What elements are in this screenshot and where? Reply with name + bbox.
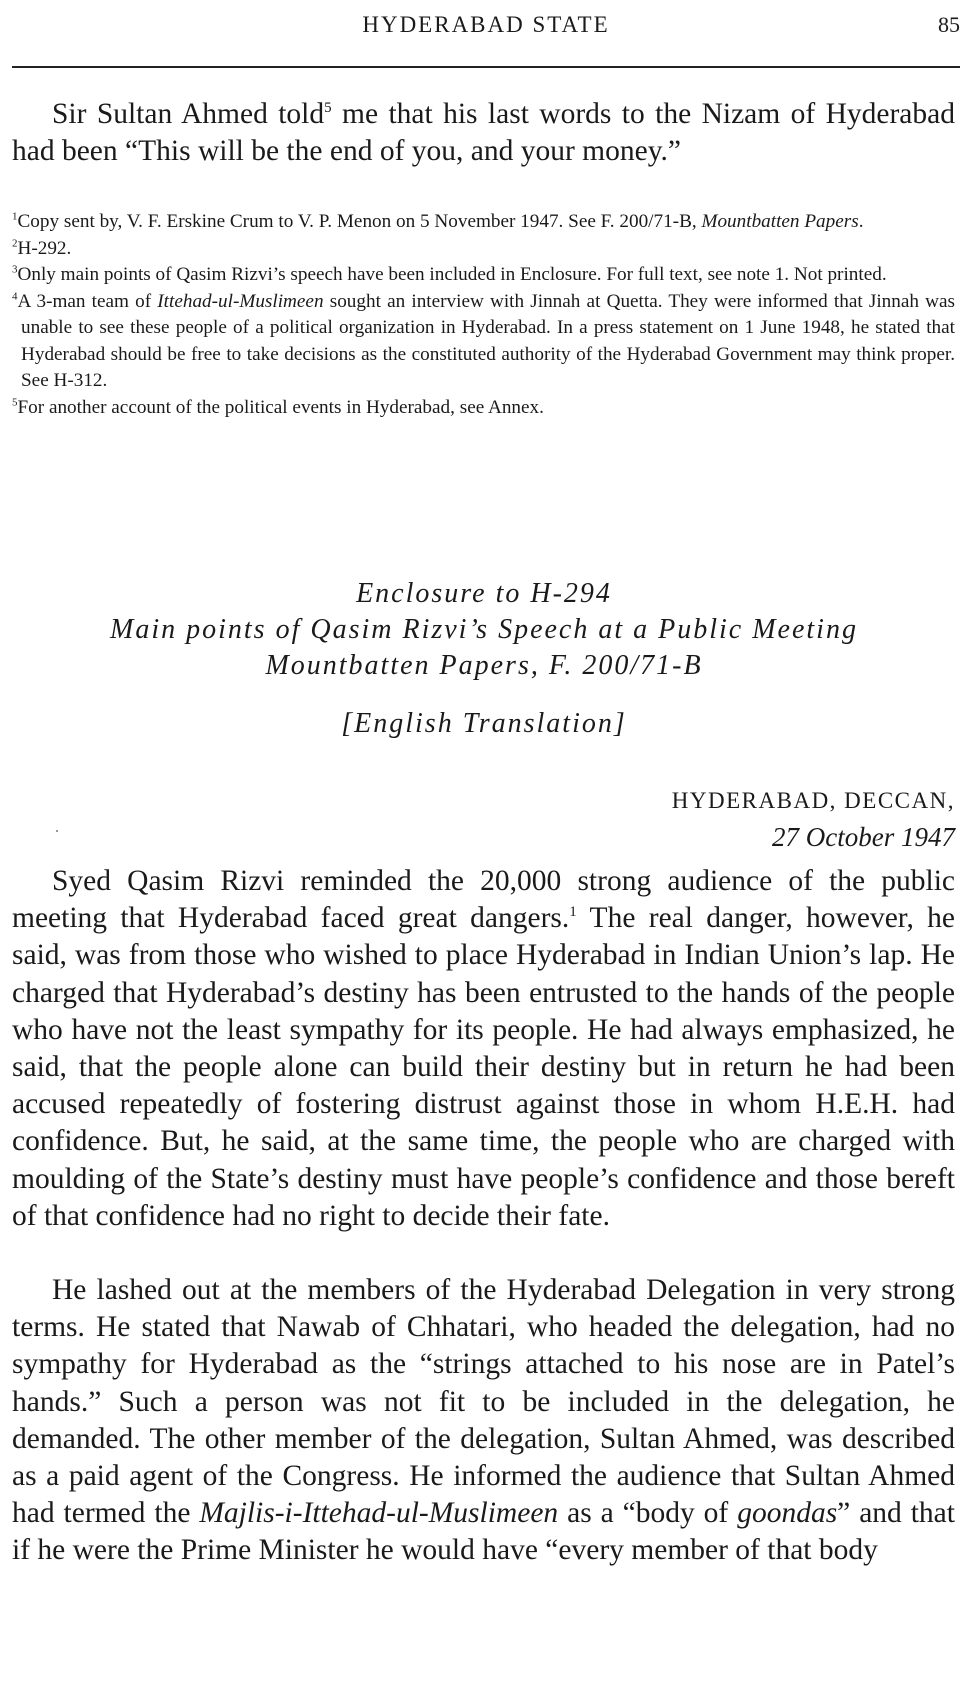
footnote-1: $^1$Copy sent by, V. F. Erskine Crum to V. P. Menon on 5 November 1947. See F. 200/71-B, Mountbatten Papers. [12, 210, 864, 232]
enclosure-source: Mountbatten Papers, F. 200/71-B [265, 650, 703, 681]
speech-paragraph-2: He lashed out at the members of the Hyderabad Delegation in very strong terms. He stated that Nawab of Chhatari, who headed the delegation, had no sympathy for Hyderabad as the “strings attached to his nose are in Patel’s hands.” Such a person was not fit to be included in the delegation, he demanded. The other member of the delegation, Sultan Ahmed, was described as a paid agent of the Congress. He informed the audience that Sultan Ahmed had termed the Majlis-i-Ittehad-ul-Muslimeen as a “body of goondas” and that if he were the Prime Minister he would have “every member of that body [12, 1274, 955, 1567]
page-number: 85 [938, 12, 960, 37]
footnote-5: $^5$For another account of the political events in Hyderabad, see Annex. [12, 396, 544, 418]
running-head: HYDERABAD STATE [362, 12, 610, 37]
footnote-4: $^4$A 3-man team of Ittehad-ul-Muslimeen sought an interview with Jinnah at Quetta. They were informed that Jinnah was unable to see these people of a political organization in Hyderabad. In a press statement on 1 June 1948, he stated that Hyderabad should be free to take decisions as the constituted authority of the Hyderabad Government may think proper. See H-312. [12, 290, 955, 391]
footnotes [12, 209, 955, 421]
enclosure-subtitle: Main points of Qasim Rizvi’s Speech at a Public Meeting [110, 614, 858, 645]
opening-text: Sir Sultan Ahmed told [52, 98, 325, 130]
footnote-ref-1: 1 [569, 904, 577, 921]
enclosure-title: Enclosure to H-294 [356, 578, 612, 609]
page-header [12, 8, 960, 68]
footnote-2: $^2$H-292. [12, 237, 72, 259]
translation-note: [English Translation] [341, 708, 627, 739]
dateline-date: 27 October 1947 [772, 822, 955, 852]
opening-text-cont: me that his last words to the Nizam of Hyderabad had been “This will be the end of you, and your money.” [12, 98, 955, 168]
scan-speck [56, 830, 58, 832]
dateline-place: HYDERABAD, DECCAN, [671, 788, 955, 813]
footnote-ref-5: 5 [324, 100, 332, 117]
opening-paragraph [12, 96, 955, 170]
footnote-3: $^3$Only main points of Qasim Rizvi’s speech have been included in Enclosure. For full text, see note 1. Not printed. [12, 263, 887, 285]
speech-paragraph-1: Syed Qasim Rizvi reminded the 20,000 strong audience of the public meeting that Hyderabad faced great dangers.$^1$ The real danger, however, he said, was from those who wished to place Hyderabad in Indian Union’s lap. He charged that Hyderabad’s destiny has been entrusted to the hands of the people who have not the least sympathy for its people. He had always emphasized, he said, that the people alone can build their destiny but in return he had been accused repeatedly of fostering distrust against those in whom H.E.H. had confidence. But, he said, at the same time, the people who are charged with moulding of the State’s destiny must have people’s confidence and those bereft of that confidence had no right to decide their fate. [12, 865, 955, 1232]
